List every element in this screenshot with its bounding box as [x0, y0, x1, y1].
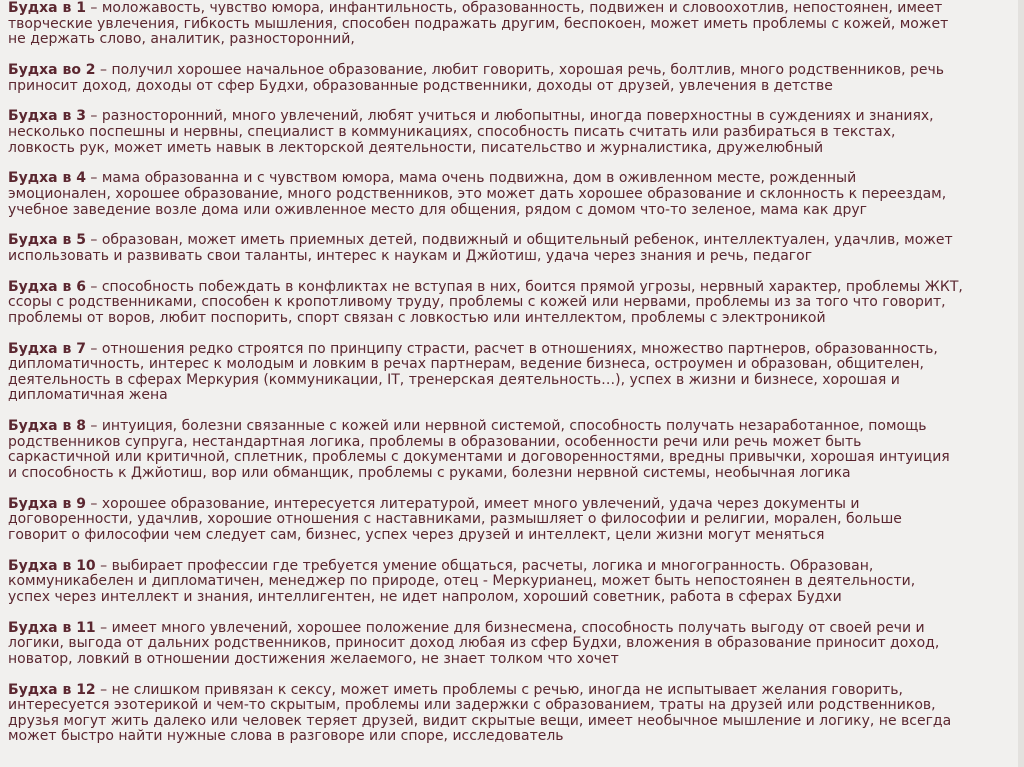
- scrollbar-track: [1018, 0, 1024, 767]
- entry-budha-3: [8, 109, 1012, 156]
- entry-heading: Будха в 6: [8, 278, 86, 295]
- entry-text: – разносторонний, много увлечений, любят учиться и любопытны, иногда поверхностны в суждениях и знаниях, несколько поспешны и нервны, специалист в коммуникациях, способность писать считать или разбираться в текстах, ловкость рук, может иметь навык в лекторской деятельности, писательство и журналистика, дружелюбный: [8, 108, 934, 156]
- entry-text: – отношения редко строятся по принципу страсти, расчет в отношениях, множество партнеров, образованность, дипломатичность, интерес к молодым и ловким в речах партнерам, ведение бизнеса, остроумен и образован, общителен, деятельность в сферах Меркурия (коммуникации, IT, тренерская деятельность…), успех в жизни и бизнесе, хорошая и дипломатичная жена: [8, 340, 938, 404]
- entry-heading: Будха в 4: [8, 170, 86, 187]
- entry-text: – выбирает профессии где требуется умение общаться, расчеты, логика и многогранность. Образован, коммуникабелен и дипломатичен, менеджер по природе, отец - Меркурианец, может быть непостоянен в деятельности, успех через интеллект и знания, интеллигентен, не идет напролом, хороший советник, работа в сферах Будхи: [8, 557, 916, 605]
- entry-heading: Будха в 3: [8, 108, 86, 125]
- entry-heading: Будха в 10: [8, 557, 96, 574]
- entry-heading: Будха в 1: [8, 0, 86, 16]
- entry-heading: Будха в 8: [8, 418, 86, 435]
- entry-text: – мама образованна и с чувством юмора, мама очень подвижна, дом в оживленном месте, рожденный эмоционален, хорошее образование, много родственников, это может дать хорошее образование и склонность к переездам, учебное заведение возле дома или оживленное место для общения, рядом с домом что-то зеленое, мама как друг: [8, 170, 947, 218]
- entry-text: – получил хорошее начальное образование, любит говорить, хорошая речь, болтлив, много родственников, речь приносит доход, доходы от сфер Будхи, образованные родственники, доходы от друзей, увлечения в детстве: [8, 61, 944, 94]
- entry-heading: Будха в 11: [8, 619, 96, 636]
- entry-text: – имеет много увлечений, хорошее положение для бизнесмена, способность получать выгоду от своей речи и логики, выгода от дальних родственников, приносит доход любая из сфер Будхи, вложения в образование приносит доход, новатор, ловкий в отношении достижения желаемого, не знает толком что хочет: [8, 619, 940, 667]
- entry-heading: Будха в 7: [8, 340, 86, 357]
- entry-heading: Будха во 2: [8, 61, 96, 78]
- slide-content: [8, 1, 1012, 760]
- entry-budha-7: [8, 342, 1012, 404]
- entry-budha-2: [8, 63, 1012, 94]
- entry-text: – интуиция, болезни связанные с кожей или нервной системой, способность получать незаработанное, помощь родственников супруга, нестандартная логика, проблемы в образовании, особенности речи или речь может быть саркастичной или критичной, сплетник, проблемы с документами и договоренностями, вредны привычки, хорошая интуиция и способность к Джйотиш, вор или обманщик, проблемы с руками, болезни нервной системы, необычная логика: [8, 418, 950, 481]
- entry-budha-6: [8, 280, 1012, 327]
- entry-budha-11: [8, 621, 1012, 668]
- entry-heading: Будха в 12: [8, 681, 96, 698]
- entry-budha-5: [8, 233, 1012, 264]
- entry-text: – образован, может иметь приемных детей, подвижный и общительный ребенок, интеллектуален, удачлив, может использовать и развивать свои таланты, интерес к наукам и Джйотиш, удача через знания и речь, педагог: [8, 232, 953, 264]
- entry-text: – способность побеждать в конфликтах не вступая в них, боится прямой угрозы, нервный характер, проблемы ЖКТ, ссоры с родственниками, способен к кропотливому труду, проблемы с кожей или нервами, проблемы из за того что говорит, проблемы от воров, любит поспорить, спорт связан с ловкостью или интеллектом, проблемы с электроникой: [8, 278, 963, 326]
- entry-budha-8: [8, 419, 1012, 481]
- entry-text: – хорошее образование, интересуется литературой, имеет много увлечений, удача через документы и договоренности, удачлив, хорошие отношения с наставниками, размышляет о философии и религии, морален, больше говорит о философии чем следует сам, бизнес, успех через друзей и интеллект, цели жизни могут меняться: [8, 495, 902, 543]
- entry-text: – не слишком привязан к сексу, может иметь проблемы с речью, иногда не испытывает желания говорить, интересуется эзотерикой и чем-то скрытым, проблемы или задержки с образованием, траты на друзей или родственников, друзья могут жить далеко или человек теряет друзей, видит скрытые вещи, имеет необычное мышление и логику, не всегда может быстро найти нужные слова в разговоре или споре, исследователь: [8, 681, 952, 745]
- entry-text: – моложавость, чувство юмора, инфантильность, образованность, подвижен и словоохотлив, непостоянен, имеет творческие увлечения, гибкость мышления, способен подражать другим, беспокоен, может иметь проблемы с кожей, может не держать слово, аналитик, разносторонний,: [8, 0, 949, 48]
- entry-budha-10: [8, 559, 1012, 606]
- entry-budha-4: [8, 171, 1012, 218]
- entry-budha-1: [8, 1, 1012, 48]
- entry-budha-9: [8, 497, 1012, 544]
- entry-heading: Будха в 5: [8, 232, 86, 249]
- entry-heading: Будха в 9: [8, 495, 86, 512]
- entry-budha-12: [8, 683, 1012, 745]
